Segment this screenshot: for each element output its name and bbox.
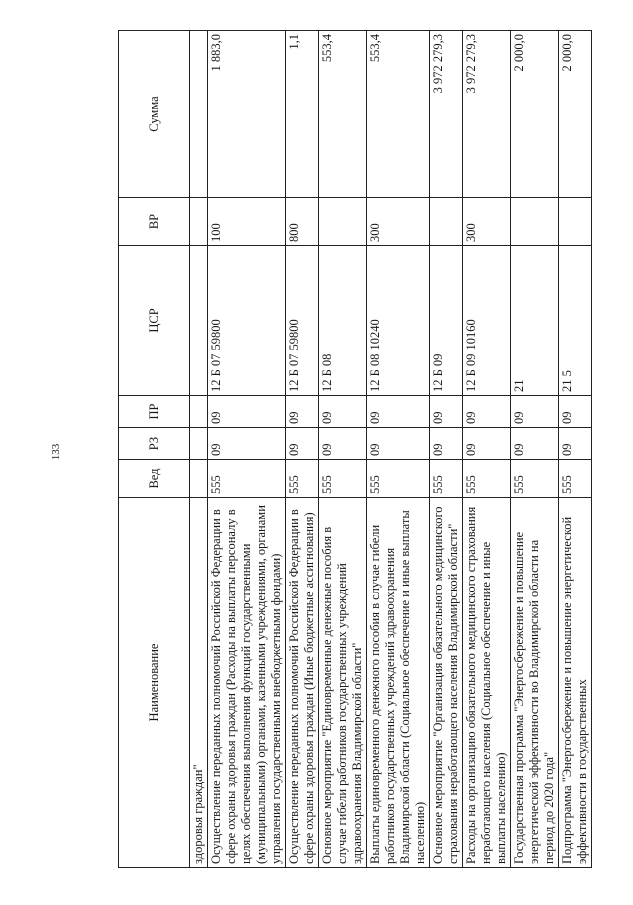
cell-vr	[319, 198, 367, 246]
cell-sum: 2 000,0	[511, 31, 559, 198]
cell-pr: 09	[430, 396, 463, 428]
cell-pr: 09	[367, 396, 430, 428]
table-row	[190, 31, 208, 868]
table-row	[463, 31, 511, 868]
header-ved: Вед	[119, 460, 190, 498]
header-csr: ЦСР	[119, 246, 190, 396]
cell-name: Основное мероприятие "Единовременные денежные пособия в случае гибели работников государственных учреждений здравоохранения Владимирской области"	[319, 498, 367, 868]
table-row	[430, 31, 463, 868]
cell-name: Осуществление переданных полномочий Российской Федерации в сфере охраны здоровья граждан (Расходы на выплаты персоналу в целях обеспечения выполнения функций государственными (муниципальными) органами, казенными учреждениями, органами управления государственными внебюджетными фондами)	[208, 498, 286, 868]
cell-csr: 21 5	[559, 246, 592, 396]
cell-ved: 555	[208, 460, 286, 498]
cell-csr: 12 Б 08 10240	[367, 246, 430, 396]
cell-csr: 12 Б 09	[430, 246, 463, 396]
table-row	[208, 31, 286, 868]
cell-rz: 09	[367, 428, 430, 460]
cell-csr: 12 Б 07 59800	[286, 246, 319, 396]
cell-vr	[430, 198, 463, 246]
table-row	[319, 31, 367, 868]
header-rz: РЗ	[119, 428, 190, 460]
cell-vr	[190, 198, 208, 246]
cell-name: Подпрограмма "Энергосбережение и повышение энергетической эффективности в государственных	[559, 498, 592, 868]
cell-vr: 300	[367, 198, 430, 246]
cell-rz: 09	[286, 428, 319, 460]
cell-ved: 555	[463, 460, 511, 498]
cell-vr: 100	[208, 198, 286, 246]
cell-csr: 21	[511, 246, 559, 396]
header-sum: Сумма	[119, 31, 190, 198]
table-row	[286, 31, 319, 868]
cell-ved: 555	[319, 460, 367, 498]
cell-rz: 09	[208, 428, 286, 460]
cell-name: Государственная программа "Энергосбережение и повышение энергетической эффективности во Владимирской области на период до 2020 года"	[511, 498, 559, 868]
cell-pr: 09	[511, 396, 559, 428]
cell-vr	[511, 198, 559, 246]
header-name: Наименование	[119, 498, 190, 868]
cell-vr: 300	[463, 198, 511, 246]
table-row	[559, 31, 592, 868]
budget-table-rotated	[118, 31, 598, 868]
cell-rz	[190, 428, 208, 460]
cell-name: Осуществление переданных полномочий Российской Федерации в сфере охраны здоровья граждан (Иные бюджетные ассигнования)	[286, 498, 319, 868]
cell-sum: 1,1	[286, 31, 319, 198]
cell-name: Выплаты единовременного денежного пособия в случае гибели работников государственных учреждений здравоохранения Владимирской области (Социальное обеспечение и иные выплаты населению)	[367, 498, 430, 868]
cell-csr: 12 Б 09 10160	[463, 246, 511, 396]
cell-sum	[190, 31, 208, 198]
cell-ved: 555	[430, 460, 463, 498]
cell-pr: 09	[463, 396, 511, 428]
cell-name: Основное мероприятие "Организация обязательного медицинского страхования неработающего населения Владимирской области"	[430, 498, 463, 868]
cell-ved	[190, 460, 208, 498]
cell-ved: 555	[511, 460, 559, 498]
cell-sum: 553,4	[367, 31, 430, 198]
cell-sum: 553,4	[319, 31, 367, 198]
cell-csr	[190, 246, 208, 396]
page-number: 133	[50, 443, 62, 461]
cell-ved: 555	[286, 460, 319, 498]
cell-ved: 555	[367, 460, 430, 498]
cell-vr	[559, 198, 592, 246]
cell-pr	[190, 396, 208, 428]
cell-sum: 3 972 279,3	[430, 31, 463, 198]
table-header	[119, 31, 190, 868]
header-vr: ВР	[119, 198, 190, 246]
cell-csr: 12 Б 08	[319, 246, 367, 396]
cell-rz: 09	[463, 428, 511, 460]
cell-rz: 09	[559, 428, 592, 460]
cell-rz: 09	[511, 428, 559, 460]
cell-vr: 800	[286, 198, 319, 246]
cell-name: здоровья граждан"	[190, 498, 208, 868]
cell-sum: 3 972 279,3	[463, 31, 511, 198]
cell-rz: 09	[319, 428, 367, 460]
cell-sum: 1 883,0	[208, 31, 286, 198]
table-row	[511, 31, 559, 868]
table-body	[190, 31, 592, 868]
cell-sum: 2 000,0	[559, 31, 592, 198]
header-pr: ПР	[119, 396, 190, 428]
cell-pr: 09	[286, 396, 319, 428]
cell-ved: 555	[559, 460, 592, 498]
cell-pr: 09	[208, 396, 286, 428]
budget-table	[118, 30, 592, 868]
cell-name: Расходы на организацию обязательного медицинского страхования неработающего населения (Социальное обеспечение и иные выплаты населению)	[463, 498, 511, 868]
cell-pr: 09	[319, 396, 367, 428]
cell-pr: 09	[559, 396, 592, 428]
cell-rz: 09	[430, 428, 463, 460]
cell-csr: 12 Б 07 59800	[208, 246, 286, 396]
table-row	[367, 31, 430, 868]
